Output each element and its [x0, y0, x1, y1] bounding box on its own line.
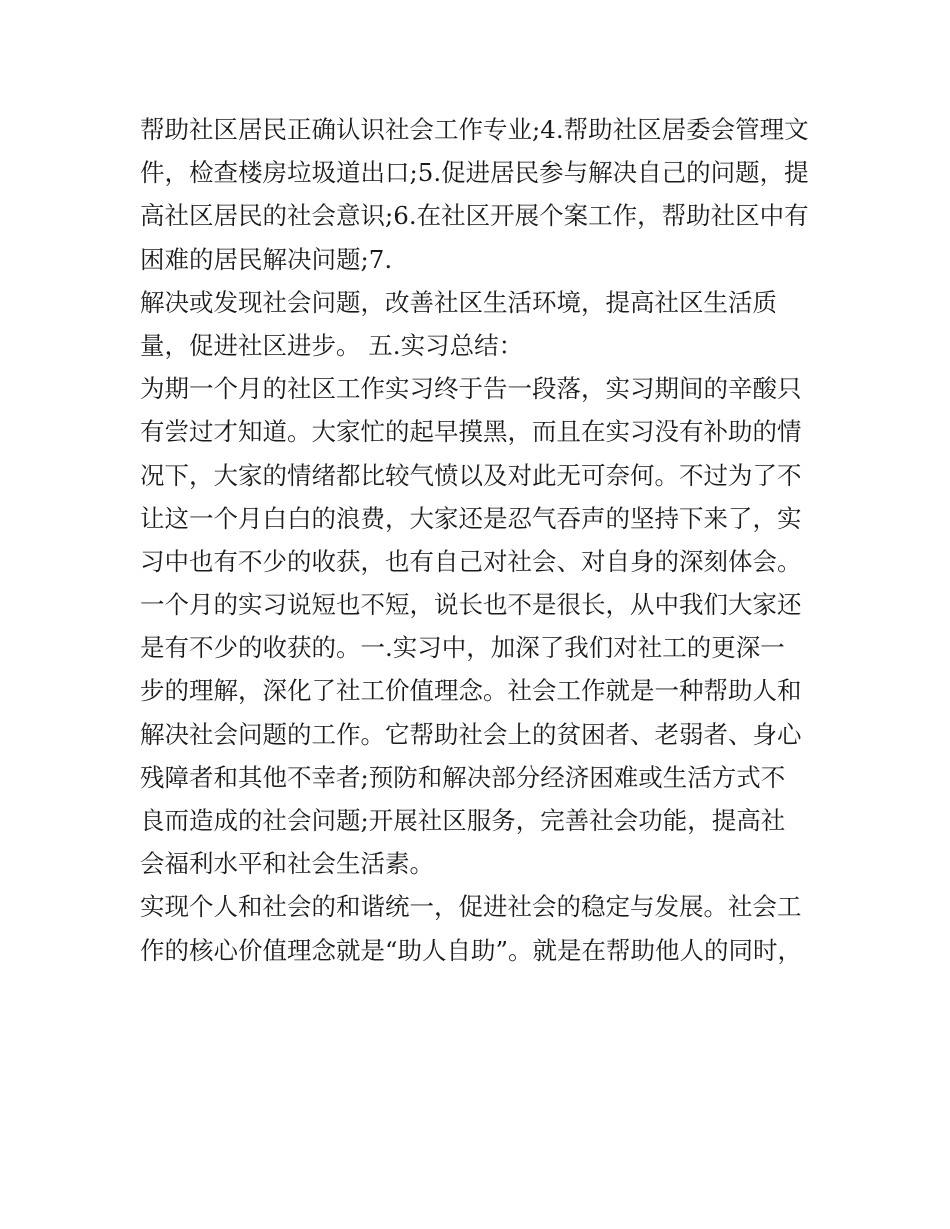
- text-line: 步的理解，深化了社工价值理念。社会工作就是一种帮助人和: [140, 676, 802, 706]
- text-line: 高社区居民的社会意识;6.在社区开展个案工作，帮助社区中有: [140, 201, 809, 231]
- text-line: 残障者和其他不幸者;预防和解决部分经济困难或生活方式不: [140, 762, 786, 792]
- text-line: 困难的居民解决问题;7.: [140, 244, 393, 274]
- text-line: 一个月的实习说短也不短，说长也不是很长，从中我们大家还: [140, 590, 802, 620]
- text-line: 为期一个月的社区工作实习终于告一段落，实习期间的辛酸只: [140, 374, 802, 404]
- text-line: 良而造成的社会问题;开展社区服务，完善社会功能，提高社: [140, 806, 786, 835]
- text-line: 量，促进社区进步。 五.实习总结：: [140, 330, 524, 360]
- text-line: 作的核心价值理念就是“助人自助”。就是在帮助他人的同时，: [140, 935, 803, 965]
- text-line: 有尝过才知道。大家忙的起早摸黑，而且在实习没有补助的情: [140, 417, 802, 447]
- text-line: 件，检查楼房垃圾道出口;5.促进居民参与解决自己的问题，提: [140, 158, 809, 188]
- text-line: 习中也有不少的收获，也有自己对社会、对自身的深刻体会。: [140, 546, 802, 576]
- text-line: 况下，大家的情绪都比较气愤以及对此无可奈何。不过为了不: [140, 460, 802, 490]
- text-line: 是有不少的收获的。一.实习中，加深了我们对社工的更深一: [140, 633, 785, 663]
- text-line: 会福利水平和社会生活素。: [140, 849, 434, 879]
- body-text: [140, 108, 820, 972]
- text-line: 让这一个月白白的浪费，大家还是忍气吞声的坚持下来了，实: [140, 503, 802, 533]
- text-line: 帮助社区居民正确认识社会工作专业;4.帮助社区居委会管理文: [140, 115, 809, 144]
- text-line: 解决或发现社会问题，改善社区生活环境，提高社区生活质: [140, 287, 777, 317]
- text-line: 解决社会问题的工作。它帮助社会上的贫困者、老弱者、身心: [140, 719, 802, 749]
- text-line: 实现个人和社会的和谐统一，促进社会的稳定与发展。社会工: [140, 892, 802, 922]
